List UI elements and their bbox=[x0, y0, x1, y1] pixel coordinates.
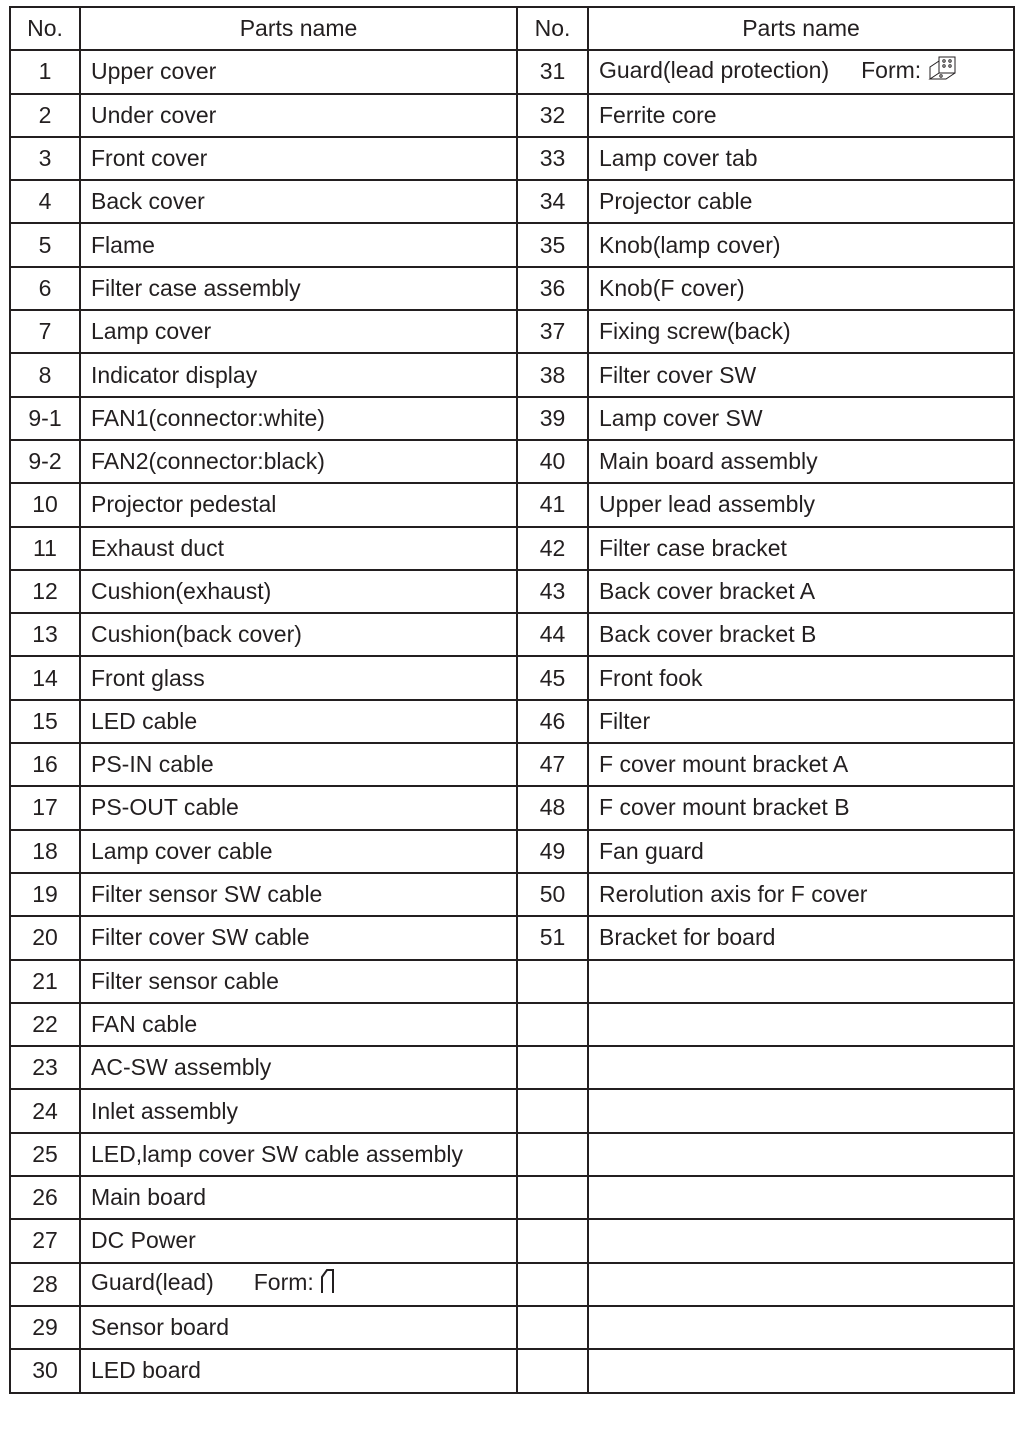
table-row bbox=[10, 137, 1014, 180]
table-row bbox=[10, 1263, 1014, 1306]
part-number bbox=[517, 1176, 588, 1219]
part-name-cell bbox=[588, 916, 1014, 959]
table-row bbox=[10, 1219, 1014, 1262]
part-number: 9-1 bbox=[10, 397, 80, 440]
part-name: Front glass bbox=[91, 664, 205, 691]
part-name: Exhaust duct bbox=[91, 534, 224, 561]
part-number: 41 bbox=[517, 483, 588, 526]
part-number: 1 bbox=[10, 50, 80, 93]
part-number: 32 bbox=[517, 94, 588, 137]
part-name: Back cover bracket A bbox=[599, 578, 816, 604]
part-name: Cushion(exhaust) bbox=[91, 578, 272, 604]
table-row bbox=[10, 1003, 1014, 1046]
part-name: Lamp cover bbox=[91, 318, 212, 345]
part-name-cell bbox=[588, 570, 1014, 613]
part-number: 21 bbox=[10, 960, 80, 1003]
part-name: Sensor board bbox=[91, 1314, 230, 1341]
part-number: 13 bbox=[10, 613, 80, 656]
part-number: 35 bbox=[517, 223, 588, 266]
part-name: FAN1(connector:white) bbox=[91, 404, 325, 431]
part-name: Filter cover SW cable bbox=[91, 924, 310, 951]
part-number: 50 bbox=[517, 873, 588, 916]
part-number bbox=[517, 1003, 588, 1046]
part-name-cell bbox=[588, 50, 1014, 93]
part-number: 18 bbox=[10, 830, 80, 873]
part-name-cell bbox=[80, 1133, 517, 1176]
part-name: Filter cover SW bbox=[599, 361, 757, 388]
header-row bbox=[10, 7, 1014, 50]
part-name-cell bbox=[80, 1219, 517, 1262]
part-number: 8 bbox=[10, 353, 80, 396]
part-name-cell bbox=[588, 223, 1014, 266]
part-number: 3 bbox=[10, 137, 80, 180]
part-name: Under cover bbox=[91, 101, 217, 128]
table-row bbox=[10, 916, 1014, 959]
part-name-cell bbox=[588, 1176, 1014, 1219]
part-number: 2 bbox=[10, 94, 80, 137]
part-name: Back cover bracket B bbox=[599, 621, 817, 648]
part-name-cell bbox=[80, 353, 517, 396]
part-number: 28 bbox=[10, 1263, 80, 1306]
part-number: 44 bbox=[517, 613, 588, 656]
table-row bbox=[10, 483, 1014, 526]
part-number: 24 bbox=[10, 1089, 80, 1132]
part-number: 42 bbox=[517, 527, 588, 570]
part-name-cell bbox=[588, 786, 1014, 829]
table-row bbox=[10, 1349, 1014, 1392]
table-row bbox=[10, 570, 1014, 613]
part-number: 38 bbox=[517, 353, 588, 396]
part-name: Flame bbox=[91, 231, 155, 258]
part-number bbox=[517, 1349, 588, 1392]
part-name-cell bbox=[588, 960, 1014, 1003]
part-name-cell bbox=[80, 267, 517, 310]
part-name: Guard(lead) bbox=[91, 1269, 214, 1296]
table-row bbox=[10, 180, 1014, 223]
table-row bbox=[10, 440, 1014, 483]
part-name-cell bbox=[80, 570, 517, 613]
header-no-left: No. bbox=[10, 7, 80, 50]
table-row bbox=[10, 830, 1014, 873]
part-name-cell bbox=[80, 656, 517, 699]
part-number: 16 bbox=[10, 743, 80, 786]
part-name-cell bbox=[80, 527, 517, 570]
part-number: 15 bbox=[10, 700, 80, 743]
part-name-cell bbox=[80, 50, 517, 93]
part-name: Lamp cover cable bbox=[91, 837, 273, 864]
header-parts-name-right: Parts name bbox=[588, 7, 1014, 50]
part-name: Guard(lead protection) bbox=[599, 57, 830, 84]
part-name-cell bbox=[80, 137, 517, 180]
part-number bbox=[517, 1133, 588, 1176]
part-number: 12 bbox=[10, 570, 80, 613]
part-name: Projector pedestal bbox=[91, 491, 277, 518]
part-name: LED board bbox=[91, 1357, 201, 1384]
part-name: F cover mount bracket A bbox=[599, 751, 849, 778]
part-name-cell bbox=[80, 397, 517, 440]
part-number bbox=[517, 1089, 588, 1132]
part-name: Lamp cover SW bbox=[599, 404, 763, 431]
part-number: 51 bbox=[517, 916, 588, 959]
part-number: 46 bbox=[517, 700, 588, 743]
part-number bbox=[517, 1263, 588, 1306]
part-number: 37 bbox=[517, 310, 588, 353]
table-row bbox=[10, 353, 1014, 396]
table-row bbox=[10, 397, 1014, 440]
table-row bbox=[10, 527, 1014, 570]
part-name-cell bbox=[80, 483, 517, 526]
parts-table bbox=[9, 6, 1015, 1394]
part-name-cell bbox=[588, 1089, 1014, 1132]
form-label: Form: bbox=[861, 57, 922, 84]
table-row bbox=[10, 267, 1014, 310]
part-name: Main board bbox=[91, 1184, 207, 1211]
part-number: 48 bbox=[517, 786, 588, 829]
part-name-cell bbox=[588, 94, 1014, 137]
part-name-cell bbox=[588, 397, 1014, 440]
part-name-cell bbox=[80, 830, 517, 873]
table-row bbox=[10, 94, 1014, 137]
part-number: 14 bbox=[10, 656, 80, 699]
part-name-cell bbox=[588, 1349, 1014, 1392]
part-name: Projector cable bbox=[599, 188, 753, 215]
part-number: 33 bbox=[517, 137, 588, 180]
part-number: 20 bbox=[10, 916, 80, 959]
part-name: Upper lead assembly bbox=[599, 491, 816, 518]
part-name-cell bbox=[588, 353, 1014, 396]
part-name: Indicator display bbox=[91, 361, 258, 388]
part-name-cell bbox=[80, 1306, 517, 1349]
part-name-cell bbox=[80, 960, 517, 1003]
part-number: 7 bbox=[10, 310, 80, 353]
part-number: 23 bbox=[10, 1046, 80, 1089]
part-number: 29 bbox=[10, 1306, 80, 1349]
part-name-cell bbox=[588, 180, 1014, 223]
table-row bbox=[10, 50, 1014, 93]
part-name-cell bbox=[588, 873, 1014, 916]
part-number: 17 bbox=[10, 786, 80, 829]
part-number: 36 bbox=[517, 267, 588, 310]
table-row bbox=[10, 310, 1014, 353]
part-number bbox=[517, 1306, 588, 1349]
part-name-cell bbox=[80, 1263, 517, 1306]
part-name: FAN cable bbox=[91, 1010, 198, 1037]
part-name: Rerolution axis for F cover bbox=[599, 881, 868, 908]
part-name: Filter case assembly bbox=[91, 274, 301, 301]
part-name: Filter sensor cable bbox=[91, 967, 279, 994]
table-row bbox=[10, 656, 1014, 699]
part-name-cell bbox=[588, 1003, 1014, 1046]
part-number: 39 bbox=[517, 397, 588, 440]
part-name-cell bbox=[588, 1219, 1014, 1262]
part-name-cell bbox=[588, 137, 1014, 180]
part-name: LED cable bbox=[91, 707, 198, 734]
part-number: 25 bbox=[10, 1133, 80, 1176]
part-name: DC Power bbox=[91, 1227, 196, 1254]
part-name-cell bbox=[588, 267, 1014, 310]
part-number: 9-2 bbox=[10, 440, 80, 483]
part-name: AC-SW assembly bbox=[91, 1054, 272, 1081]
part-name-cell bbox=[80, 786, 517, 829]
table-row bbox=[10, 1133, 1014, 1176]
part-name: Cushion(back cover) bbox=[91, 621, 302, 648]
part-name-cell bbox=[80, 1003, 517, 1046]
part-name-cell bbox=[588, 656, 1014, 699]
part-name-cell bbox=[588, 440, 1014, 483]
table-row bbox=[10, 873, 1014, 916]
part-name-cell bbox=[588, 830, 1014, 873]
part-name: Front cover bbox=[91, 145, 208, 172]
table-row bbox=[10, 960, 1014, 1003]
part-number: 30 bbox=[10, 1349, 80, 1392]
part-name-cell bbox=[588, 1133, 1014, 1176]
part-name: Knob(F cover) bbox=[599, 274, 745, 301]
part-number: 22 bbox=[10, 1003, 80, 1046]
part-number: 10 bbox=[10, 483, 80, 526]
part-name: Front fook bbox=[599, 664, 703, 691]
part-name-cell bbox=[588, 1046, 1014, 1089]
part-name-cell bbox=[80, 613, 517, 656]
guard-lead-protection-form-icon bbox=[927, 54, 957, 90]
part-number bbox=[517, 1046, 588, 1089]
part-name-cell bbox=[80, 440, 517, 483]
form-label: Form: bbox=[253, 1269, 314, 1296]
table-row bbox=[10, 1089, 1014, 1132]
part-name-cell bbox=[80, 700, 517, 743]
table-row bbox=[10, 743, 1014, 786]
table-row bbox=[10, 1306, 1014, 1349]
part-name: Knob(lamp cover) bbox=[599, 231, 781, 258]
table-row bbox=[10, 1176, 1014, 1219]
part-number: 40 bbox=[517, 440, 588, 483]
part-number: 47 bbox=[517, 743, 588, 786]
part-number: 31 bbox=[517, 50, 588, 93]
part-name-cell bbox=[588, 1263, 1014, 1306]
header-parts-name-left: Parts name bbox=[80, 7, 517, 50]
part-name-cell bbox=[80, 1046, 517, 1089]
part-number: 11 bbox=[10, 527, 80, 570]
table-row bbox=[10, 613, 1014, 656]
part-name-cell bbox=[588, 700, 1014, 743]
part-name: Ferrite core bbox=[599, 101, 717, 128]
part-name: PS-IN cable bbox=[91, 751, 214, 778]
part-name: FAN2(connector:black) bbox=[91, 448, 325, 475]
part-number bbox=[517, 960, 588, 1003]
part-name-cell bbox=[588, 527, 1014, 570]
part-name-cell bbox=[80, 873, 517, 916]
header-no-right: No. bbox=[517, 7, 588, 50]
part-name: Back cover bbox=[91, 188, 205, 215]
table-row bbox=[10, 786, 1014, 829]
part-name-cell bbox=[80, 1349, 517, 1392]
part-name: Bracket for board bbox=[599, 924, 776, 951]
part-number: 4 bbox=[10, 180, 80, 223]
table-row bbox=[10, 1046, 1014, 1089]
part-name-cell bbox=[80, 94, 517, 137]
part-name: Lamp cover tab bbox=[599, 145, 758, 172]
part-name-cell bbox=[80, 743, 517, 786]
part-number: 45 bbox=[517, 656, 588, 699]
part-number: 27 bbox=[10, 1219, 80, 1262]
part-name: LED,lamp cover SW cable assembly bbox=[91, 1140, 463, 1167]
part-number: 43 bbox=[517, 570, 588, 613]
part-name: F cover mount bracket B bbox=[599, 794, 850, 821]
part-name: Upper cover bbox=[91, 58, 217, 85]
part-name-cell bbox=[80, 180, 517, 223]
part-name: Inlet assembly bbox=[91, 1097, 239, 1124]
part-number: 34 bbox=[517, 180, 588, 223]
part-name-cell bbox=[588, 613, 1014, 656]
part-number: 6 bbox=[10, 267, 80, 310]
part-number: 5 bbox=[10, 223, 80, 266]
part-number: 26 bbox=[10, 1176, 80, 1219]
part-name: Filter case bracket bbox=[599, 534, 787, 561]
part-name-cell bbox=[80, 916, 517, 959]
guard-lead-form-icon bbox=[320, 1268, 336, 1300]
part-name: PS-OUT cable bbox=[91, 794, 239, 821]
part-name: Filter bbox=[599, 707, 651, 734]
part-number: 19 bbox=[10, 873, 80, 916]
part-name-cell bbox=[80, 223, 517, 266]
table-row bbox=[10, 700, 1014, 743]
part-name-cell bbox=[80, 1089, 517, 1132]
part-name: Fan guard bbox=[599, 837, 704, 864]
part-name-cell bbox=[80, 310, 517, 353]
part-name-cell bbox=[588, 483, 1014, 526]
part-number: 49 bbox=[517, 830, 588, 873]
part-name-cell bbox=[80, 1176, 517, 1219]
part-name: Filter sensor SW cable bbox=[91, 881, 323, 908]
part-name-cell bbox=[588, 1306, 1014, 1349]
part-name-cell bbox=[588, 743, 1014, 786]
part-number bbox=[517, 1219, 588, 1262]
table-row bbox=[10, 223, 1014, 266]
part-name-cell bbox=[588, 310, 1014, 353]
part-name: Fixing screw(back) bbox=[599, 318, 791, 345]
part-name: Main board assembly bbox=[599, 448, 818, 475]
